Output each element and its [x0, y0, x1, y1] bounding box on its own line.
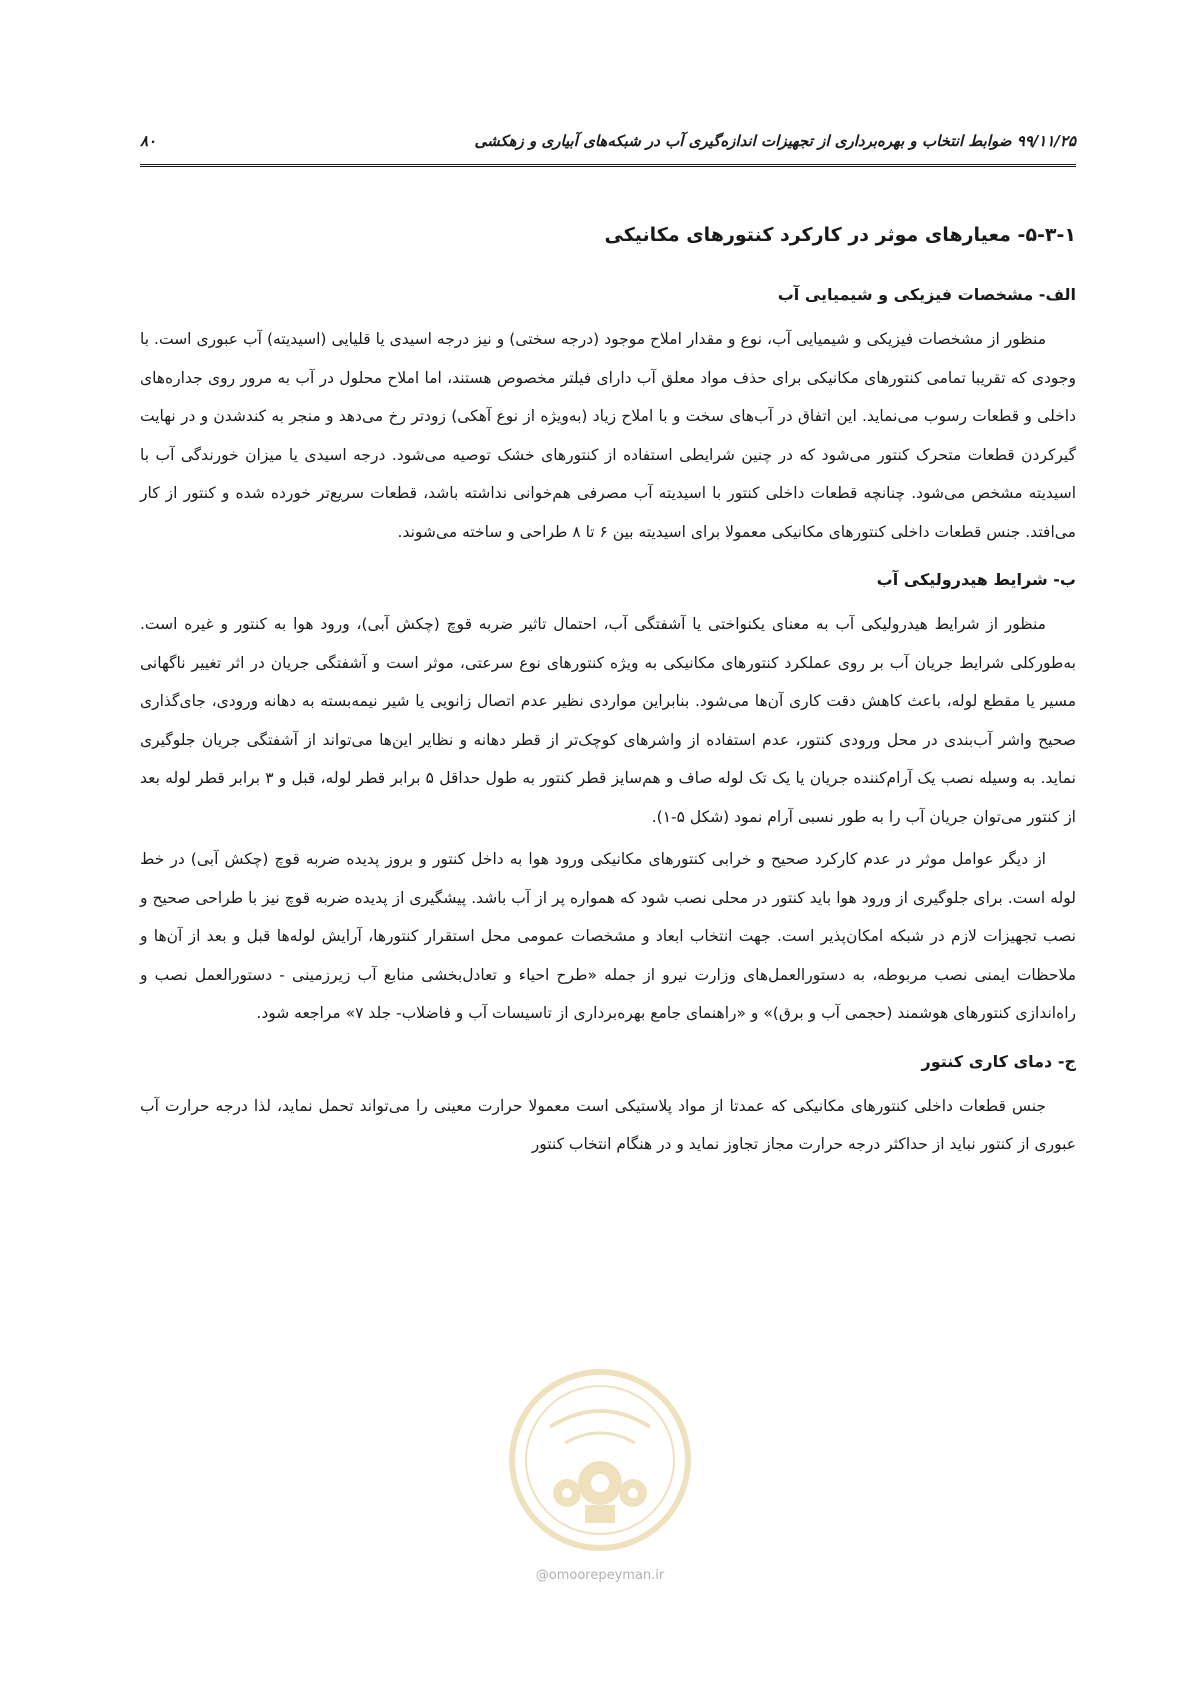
page-number: ۸۰ [140, 132, 157, 150]
watermark-logo-icon [505, 1365, 695, 1555]
subsection-title-hydraulic: ب- شرایط هیدرولیکی آب [876, 570, 1076, 589]
watermark-url: @omoorepeyman.ir [535, 1568, 665, 1583]
page-header [140, 128, 1076, 167]
subsection-title-temperature: ج- دمای کاری کنتور [921, 1051, 1076, 1071]
page-content [140, 200, 1076, 1178]
header-title: ۹۹/۱۱/۲۵ ضوابط انتخاب و بهره‌برداری از تجهیزات اندازه‌گیری آب در شبکه‌های آبیاری و زهکشی [474, 132, 1076, 150]
paragraph: جنس قطعات داخلی کنتورهای مکانیکی که عمدتا از مواد پلاستیکی است معمولا حرارت معینی را می‌تواند تحمل نماید، لذا درجه حرارت آب عبوری از کنتور نباید از حداکثر درجه حرارت مجاز تجاوز نماید و در هنگام انتخاب کنتور [140, 1096, 1076, 1153]
section-title: ۵-۳-۱- معیارهای موثر در کارکرد کنتورهای مکانیکی [604, 224, 1076, 246]
paragraph: از دیگر عوامل موثر در عدم کارکرد صحیح و خرابی کنتورهای مکانیکی ورود هوا به داخل کنتور و بروز پدیده ضربه قوچ (چکش آبی) در خط لوله است. برای جلوگیری از ورود هوا باید کنتور در محلی نصب شود که همواره پر از آب باشد. پیشگیری از پدیده ضربه قوچ نیز با طراحی صحیح و نصب تجهیزات لازم در شبکه امکان‌پذیر است. جهت انتخاب ابعاد و مشخصات عمومی محل استقرار کنتورها، آرایش لوله‌ها قبل و بعد از آن‌ها و ملاحظات ایمنی نصب مربوطه، به دستورالعمل‌های وزارت نیرو از جمله «طرح احیاء و تعادل‌بخشی منابع آب زیرزمینی - دستورالعمل نصب و راه‌اندازی کنتورهای هوشمند (حجمی آب و برق)» و «راهنمای جامع بهره‌برداری از تاسیسات آب و فاضلاب- جلد ۷» مراجعه شود. [140, 850, 1076, 1022]
subsection-title-physical-chemical: الف- مشخصات فیزیکی و شیمیایی آب [777, 285, 1076, 304]
paragraph: منظور از شرایط هیدرولیکی آب به معنای یکنواختی یا آشفتگی آب، احتمال تاثیر ضربه قوچ (چکش آبی)، ورود هوا به کنتور و غیره است. به‌طورکلی شرایط جریان آب بر روی عملکرد کنتورهای مکانیکی به ویژه کنتورهای نوع سرعتی، موثر است و آشفتگی جریان در اثر تغییر ناگهانی مسیر یا مقطع لوله، باعث کاهش دقت کاری آن‌ها می‌شود. بنابراین مواردی نظیر عدم اتصال زانویی یا شیر نیمه‌بسته به دهانه ورودی، جای‌گذاری صحیح واشر آب‌بندی در محل ورودی کنتور، عدم استفاده از واشرهای کوچک‌تر از قطر دهانه و نظایر این‌ها می‌تواند از آشفتگی جریان جلوگیری نماید. به وسیله نصب یک آرام‌کننده جریان یا یک تک لوله صاف و هم‌سایز قطر کنتور به طول حداقل ۵ برابر قطر لوله، قبل و ۳ برابر قطر لوله بعد از کنتور می‌توان جریان آب را به طور نسبی آرام نمود (شکل ۵-۱). [140, 615, 1076, 826]
paragraph: منظور از مشخصات فیزیکی و شیمیایی آب، نوع و مقدار املاح موجود (درجه سختی) و نیز درجه اسیدی یا قلیایی (اسیدیته) آب عبوری است. با وجودی که تقریبا تمامی کنتورهای مکانیکی برای حذف مواد معلق آب دارای فیلتر مخصوص هستند، اما املاح محلول در آب به مرور روی جداره‌های داخلی و قطعات رسوب می‌نماید. این اتفاق در آب‌های سخت و با املاح زیاد (به‌ویژه از نوع آهکی) زودتر رخ می‌دهد و منجر به کندشدن و در نهایت گیرکردن قطعات متحرک کنتور می‌شود که در چنین شرایطی استفاده از کنتورهای خشک توصیه می‌شود. درجه اسیدی یا میزان خورندگی آب با اسیدیته مشخص می‌شود. چنانچه قطعات داخلی کنتور با اسیدیته آب مصرفی هم‌خوانی نداشته باشد، قطعات سریع‌تر خورده شده و کنتور از کار می‌افتد. جنس قطعات داخلی کنتورهای مکانیکی معمولا برای اسیدیته بین ۶ تا ۸ طراحی و ساخته می‌شوند. [140, 330, 1076, 541]
